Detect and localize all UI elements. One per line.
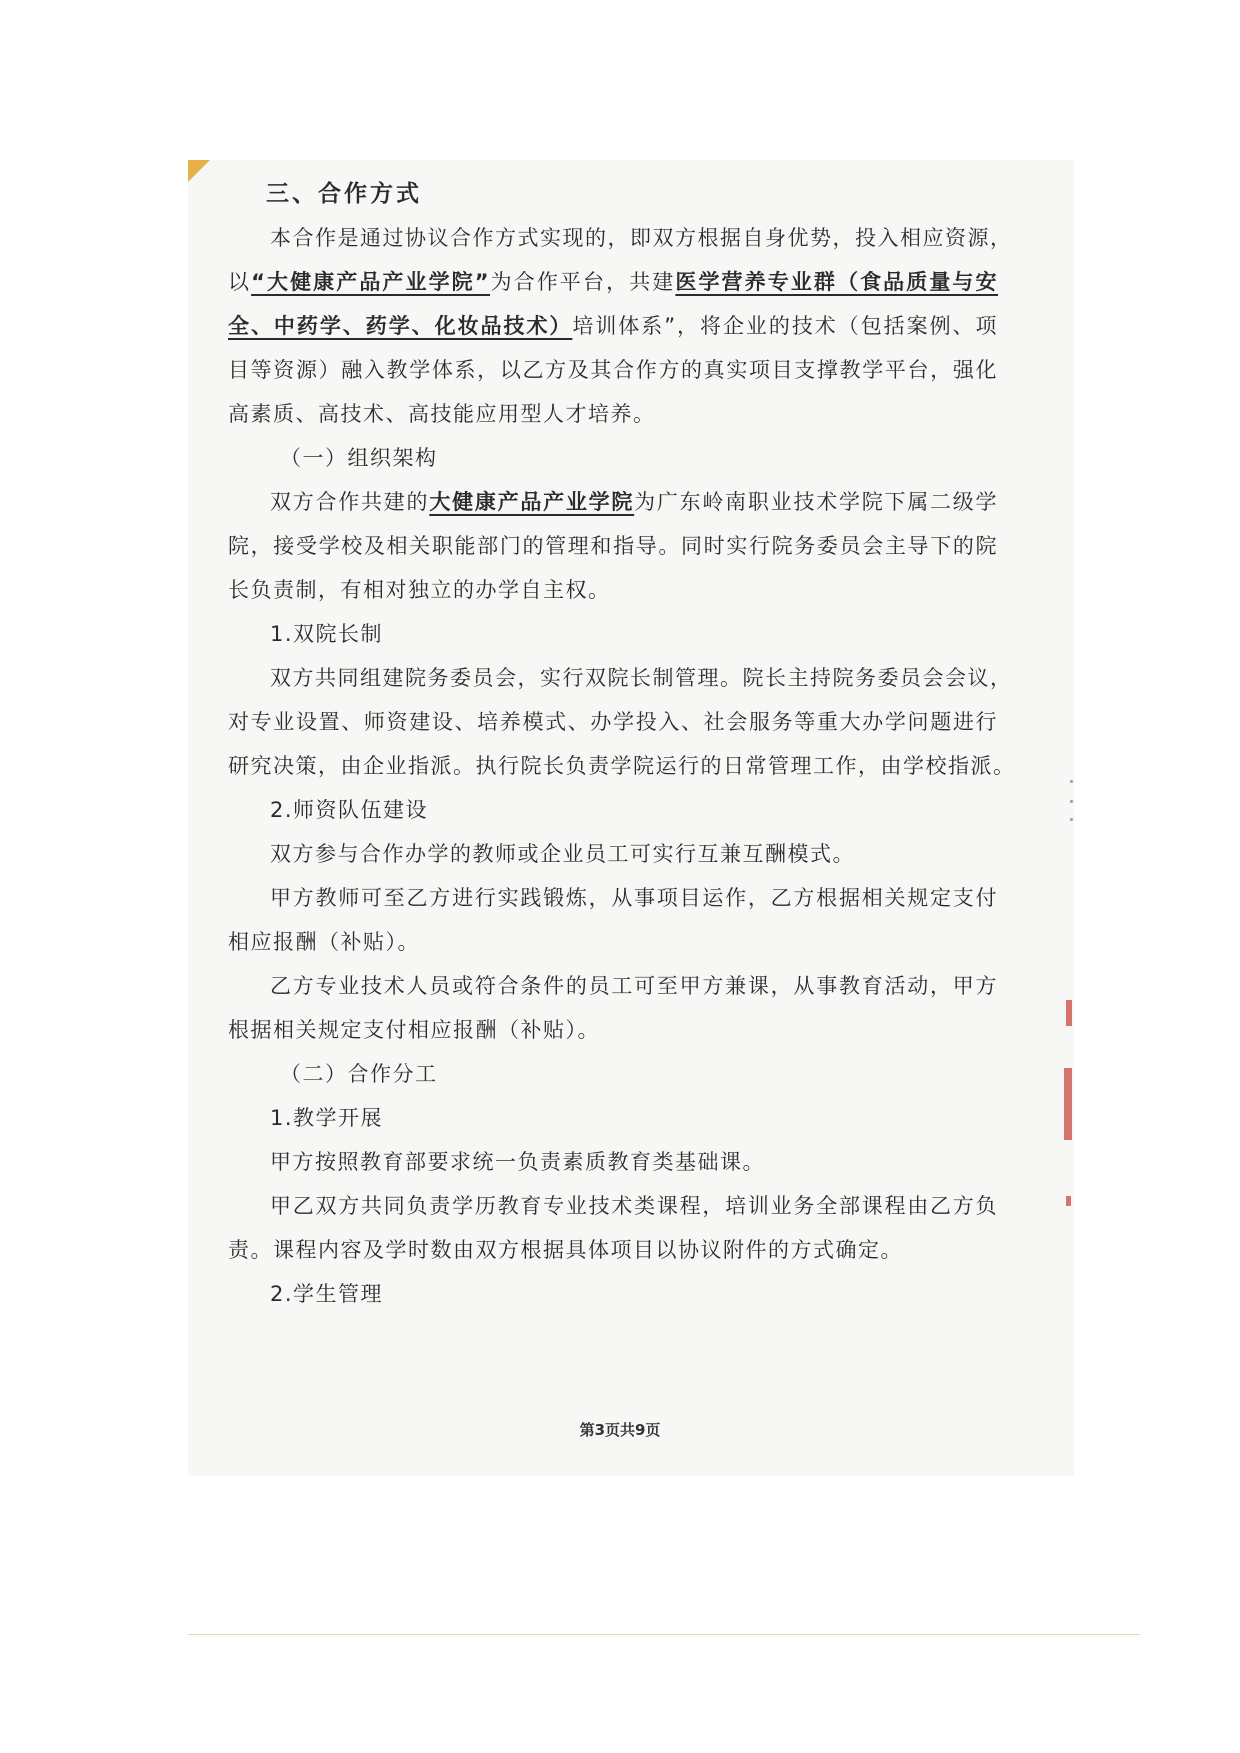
- underlined-text: 医学营养专业群（食品质量与安: [675, 270, 999, 294]
- paragraph-line: 乙方专业技术人员或符合条件的员工可至甲方兼课，从事教育活动，甲方: [270, 974, 998, 998]
- paragraph-line: 研究决策，由企业指派。执行院长负责学院运行的日常管理工作，由学校指派。: [228, 754, 1016, 778]
- paragraph-line: 甲方教师可至乙方进行实践锻炼，从事项目运作，乙方根据相关规定支付: [270, 886, 998, 910]
- corner-fold-mark: [188, 160, 210, 182]
- scan-speck: [1070, 818, 1073, 821]
- subsection-heading: （一）组织架构: [280, 446, 438, 470]
- paragraph-line: 院，接受学校及相关职能部门的管理和指导。同时实行院务委员会主导下的院: [228, 534, 998, 558]
- paragraph-line: 对专业设置、师资建设、培养模式、办学投入、社会服务等重大办学问题进行: [228, 710, 998, 734]
- item-heading: 1.教学开展: [270, 1106, 384, 1130]
- paragraph-line: 本合作是通过协议合作方式实现的，即双方根据自身优势，投入相应资源，: [270, 226, 1013, 250]
- paragraph-line: 相应报酬（补贴）。: [228, 930, 420, 954]
- scan-speck: [1070, 800, 1073, 803]
- section-title: 三、合作方式: [266, 181, 422, 207]
- paragraph-line: 以“大健康产品产业学院”为合作平台，共建医学营养专业群（食品质量与安: [228, 270, 999, 294]
- paragraph-line: 责。课程内容及学时数由双方根据具体项目以协议附件的方式确定。: [228, 1238, 903, 1262]
- paragraph-line: 长负责制，有相对独立的办学自主权。: [228, 578, 611, 602]
- footer-divider: [188, 1634, 1140, 1635]
- page-number: 第3页共9页: [579, 1421, 661, 1439]
- subsection-heading: （二）合作分工: [280, 1062, 438, 1086]
- paragraph-line: 双方合作共建的大健康产品产业学院为广东岭南职业技术学院下属二级学: [270, 490, 999, 514]
- item-heading: 1.双院长制: [270, 622, 384, 646]
- paragraph-line: 全、中药学、药学、化妆品技术）培训体系”，将企业的技术（包括案例、项: [228, 314, 998, 338]
- underlined-text: “大健康产品产业学院”: [251, 270, 491, 294]
- item-heading: 2.师资队伍建设: [270, 798, 429, 822]
- paragraph-line: 双方参与合作办学的教师或企业员工可实行互兼互酬模式。: [270, 842, 855, 866]
- paragraph-line: 目等资源）融入教学体系，以乙方及其合作方的真实项目支撑教学平台，强化: [228, 358, 998, 382]
- paragraph-line: 高素质、高技术、高技能应用型人才培养。: [228, 402, 656, 426]
- document-body: [228, 172, 1016, 1316]
- seal-stamp-fragment: [1066, 1000, 1072, 1026]
- paragraph-line: 甲方按照教育部要求统一负责素质教育类基础课。: [270, 1150, 765, 1174]
- seal-stamp-fragment: [1066, 1196, 1071, 1206]
- item-heading: 2.学生管理: [270, 1282, 384, 1306]
- paragraph-line: 根据相关规定支付相应报酬（补贴）。: [228, 1018, 600, 1042]
- seal-stamp-fragment: [1064, 1068, 1072, 1140]
- scan-speck: [1070, 780, 1073, 783]
- paragraph-line: 双方共同组建院务委员会，实行双院长制管理。院长主持院务委员会会议，: [270, 666, 1013, 690]
- underlined-text: 大健康产品产业学院: [429, 490, 635, 514]
- underlined-text: 全、中药学、药学、化妆品技术）: [228, 314, 573, 338]
- paragraph-line: 甲乙双方共同负责学历教育专业技术类课程，培训业务全部课程由乙方负: [270, 1194, 998, 1218]
